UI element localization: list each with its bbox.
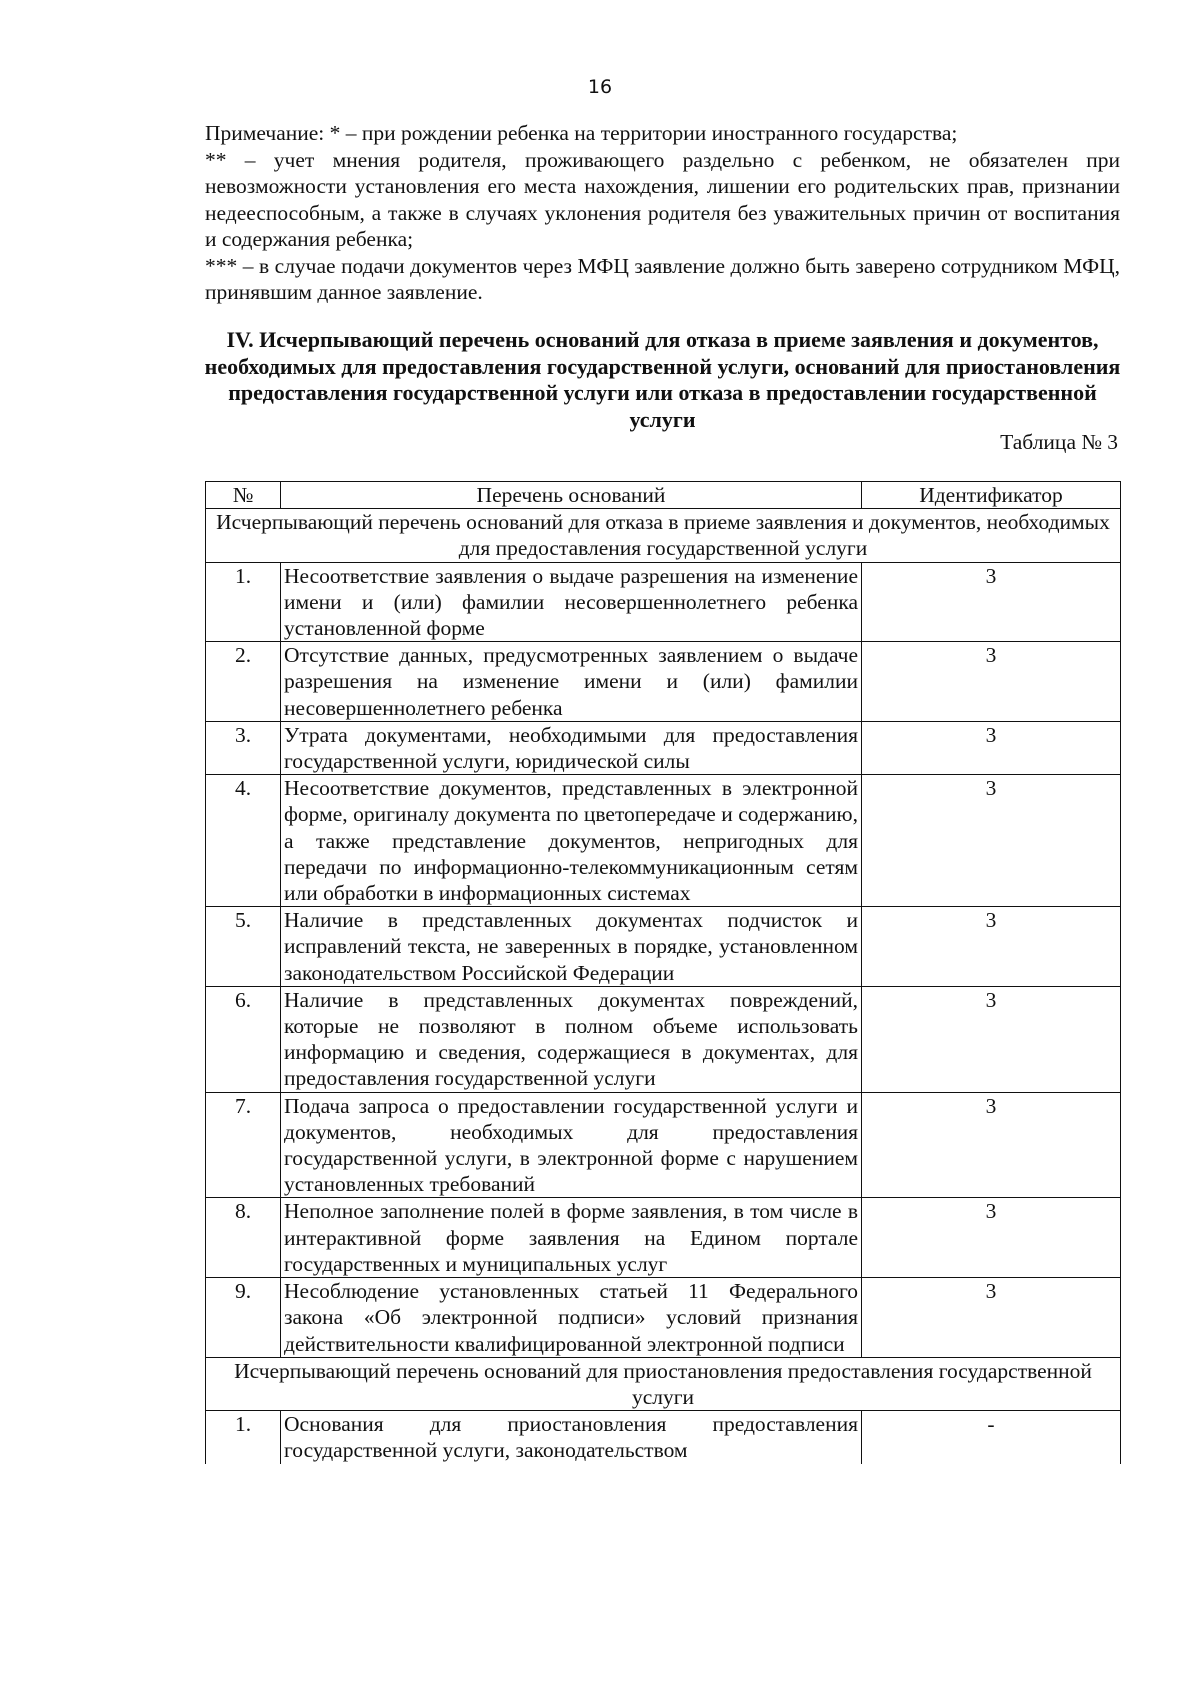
row-text: Утрата документами, необходимыми для предоставления государственной услуги, юридической силы — [281, 721, 862, 774]
page-number: 16 — [587, 76, 613, 98]
table-row — [206, 642, 1121, 722]
section-title: IV. Исчерпывающий перечень оснований для отказа в приеме заявления и документов, необходимых для предоставления государственной услуги, оснований для приостановления предоставления государственной услуги или отказа в предоставлении государственной услуги — [204, 327, 1121, 432]
note-single-asterisk: Примечание: * – при рождении ребенка на территории иностранного государства; — [205, 121, 958, 145]
table-row — [206, 775, 1121, 907]
table-row — [206, 986, 1121, 1092]
row-text: Основания для приостановления предоставления государственной услуги, законодательством — [281, 1411, 862, 1464]
table-row — [206, 1278, 1121, 1358]
table-row — [206, 1411, 1121, 1464]
row-identifier: 3 — [862, 721, 1121, 774]
row-number: 9. — [206, 1278, 281, 1358]
row-identifier: 3 — [862, 1198, 1121, 1278]
row-number: 8. — [206, 1198, 281, 1278]
row-number: 4. — [206, 775, 281, 907]
row-text: Наличие в представленных документах повреждений, которые не позволяют в полном объеме использовать информацию и сведения, содержащиеся в документах, для предоставления государственной услуги — [281, 986, 862, 1092]
row-identifier: 3 — [862, 1278, 1121, 1358]
row-identifier: - — [862, 1411, 1121, 1464]
row-text: Несоответствие документов, представленных в электронной форме, оригиналу документа по цветопередаче и содержанию, а также представление документов, непригодных для передачи по информационно-телекоммуникационным сетям или обработки в информационных системах — [281, 775, 862, 907]
row-text: Неполное заполнение полей в форме заявления, в том числе в интерактивной форме заявления на Едином портале государственных и муниципальных услуг — [281, 1198, 862, 1278]
table-row — [206, 1092, 1121, 1198]
row-identifier: 3 — [862, 907, 1121, 987]
note-triple-asterisk: *** – в случае подачи документов через МФЦ заявление должно быть заверено сотрудником МФЦ, принявшим данное заявление. — [205, 253, 1120, 304]
notes-block — [205, 120, 1120, 306]
row-number: 1. — [206, 1411, 281, 1464]
row-text: Наличие в представленных документах подчисток и исправлений текста, не заверенных в порядке, установленном законодательством Российской Федерации — [281, 907, 862, 987]
row-text: Несоблюдение установленных статьей 11 Федерального закона «Об электронной подписи» условий признания действительности квалифицированной электронной подписи — [281, 1278, 862, 1358]
header-identifier: Идентификатор — [862, 482, 1121, 509]
row-text: Подача запроса о предоставлении государственной услуги и документов, необходимых для предоставления государственной услуги, в электронной форме с нарушением установленных требований — [281, 1092, 862, 1198]
header-grounds: Перечень оснований — [281, 482, 862, 509]
group-title-refusal: Исчерпывающий перечень оснований для отказа в приеме заявления и документов, необходимых для предоставления государственной услуги — [206, 509, 1121, 562]
row-identifier: 3 — [862, 986, 1121, 1092]
group-row-suspension — [206, 1357, 1121, 1410]
row-number: 1. — [206, 562, 281, 642]
group-title-suspension: Исчерпывающий перечень оснований для приостановления предоставления государственной услуги — [206, 1357, 1121, 1410]
table-header-row — [206, 482, 1121, 509]
table-row — [206, 907, 1121, 987]
table-row — [206, 1198, 1121, 1278]
row-identifier: 3 — [862, 642, 1121, 722]
row-identifier: 3 — [862, 562, 1121, 642]
table-caption: Таблица № 3 — [1000, 430, 1118, 454]
row-number: 2. — [206, 642, 281, 722]
row-number: 3. — [206, 721, 281, 774]
row-text: Отсутствие данных, предусмотренных заявлением о выдаче разрешения на изменение имени и (или) фамилии несовершеннолетнего ребенка — [281, 642, 862, 722]
table-row — [206, 562, 1121, 642]
note-double-asterisk: ** – учет мнения родителя, проживающего раздельно с ребенком, не обязателен при невозможности установления его места нахождения, лишении его родительских прав, признании недееспособным, а также в случаях уклонения родителя без уважительных причин от воспитания и содержания ребенка; — [205, 147, 1120, 251]
row-text: Несоответствие заявления о выдаче разрешения на изменение имени и (или) фамилии несовершеннолетнего ребенка установленной форме — [281, 562, 862, 642]
row-identifier: 3 — [862, 1092, 1121, 1198]
header-number: № — [206, 482, 281, 509]
row-number: 5. — [206, 907, 281, 987]
group-row-refusal — [206, 509, 1121, 562]
row-identifier: 3 — [862, 775, 1121, 907]
row-number: 7. — [206, 1092, 281, 1198]
table-row — [206, 721, 1121, 774]
grounds-table — [205, 481, 1121, 1464]
row-number: 6. — [206, 986, 281, 1092]
